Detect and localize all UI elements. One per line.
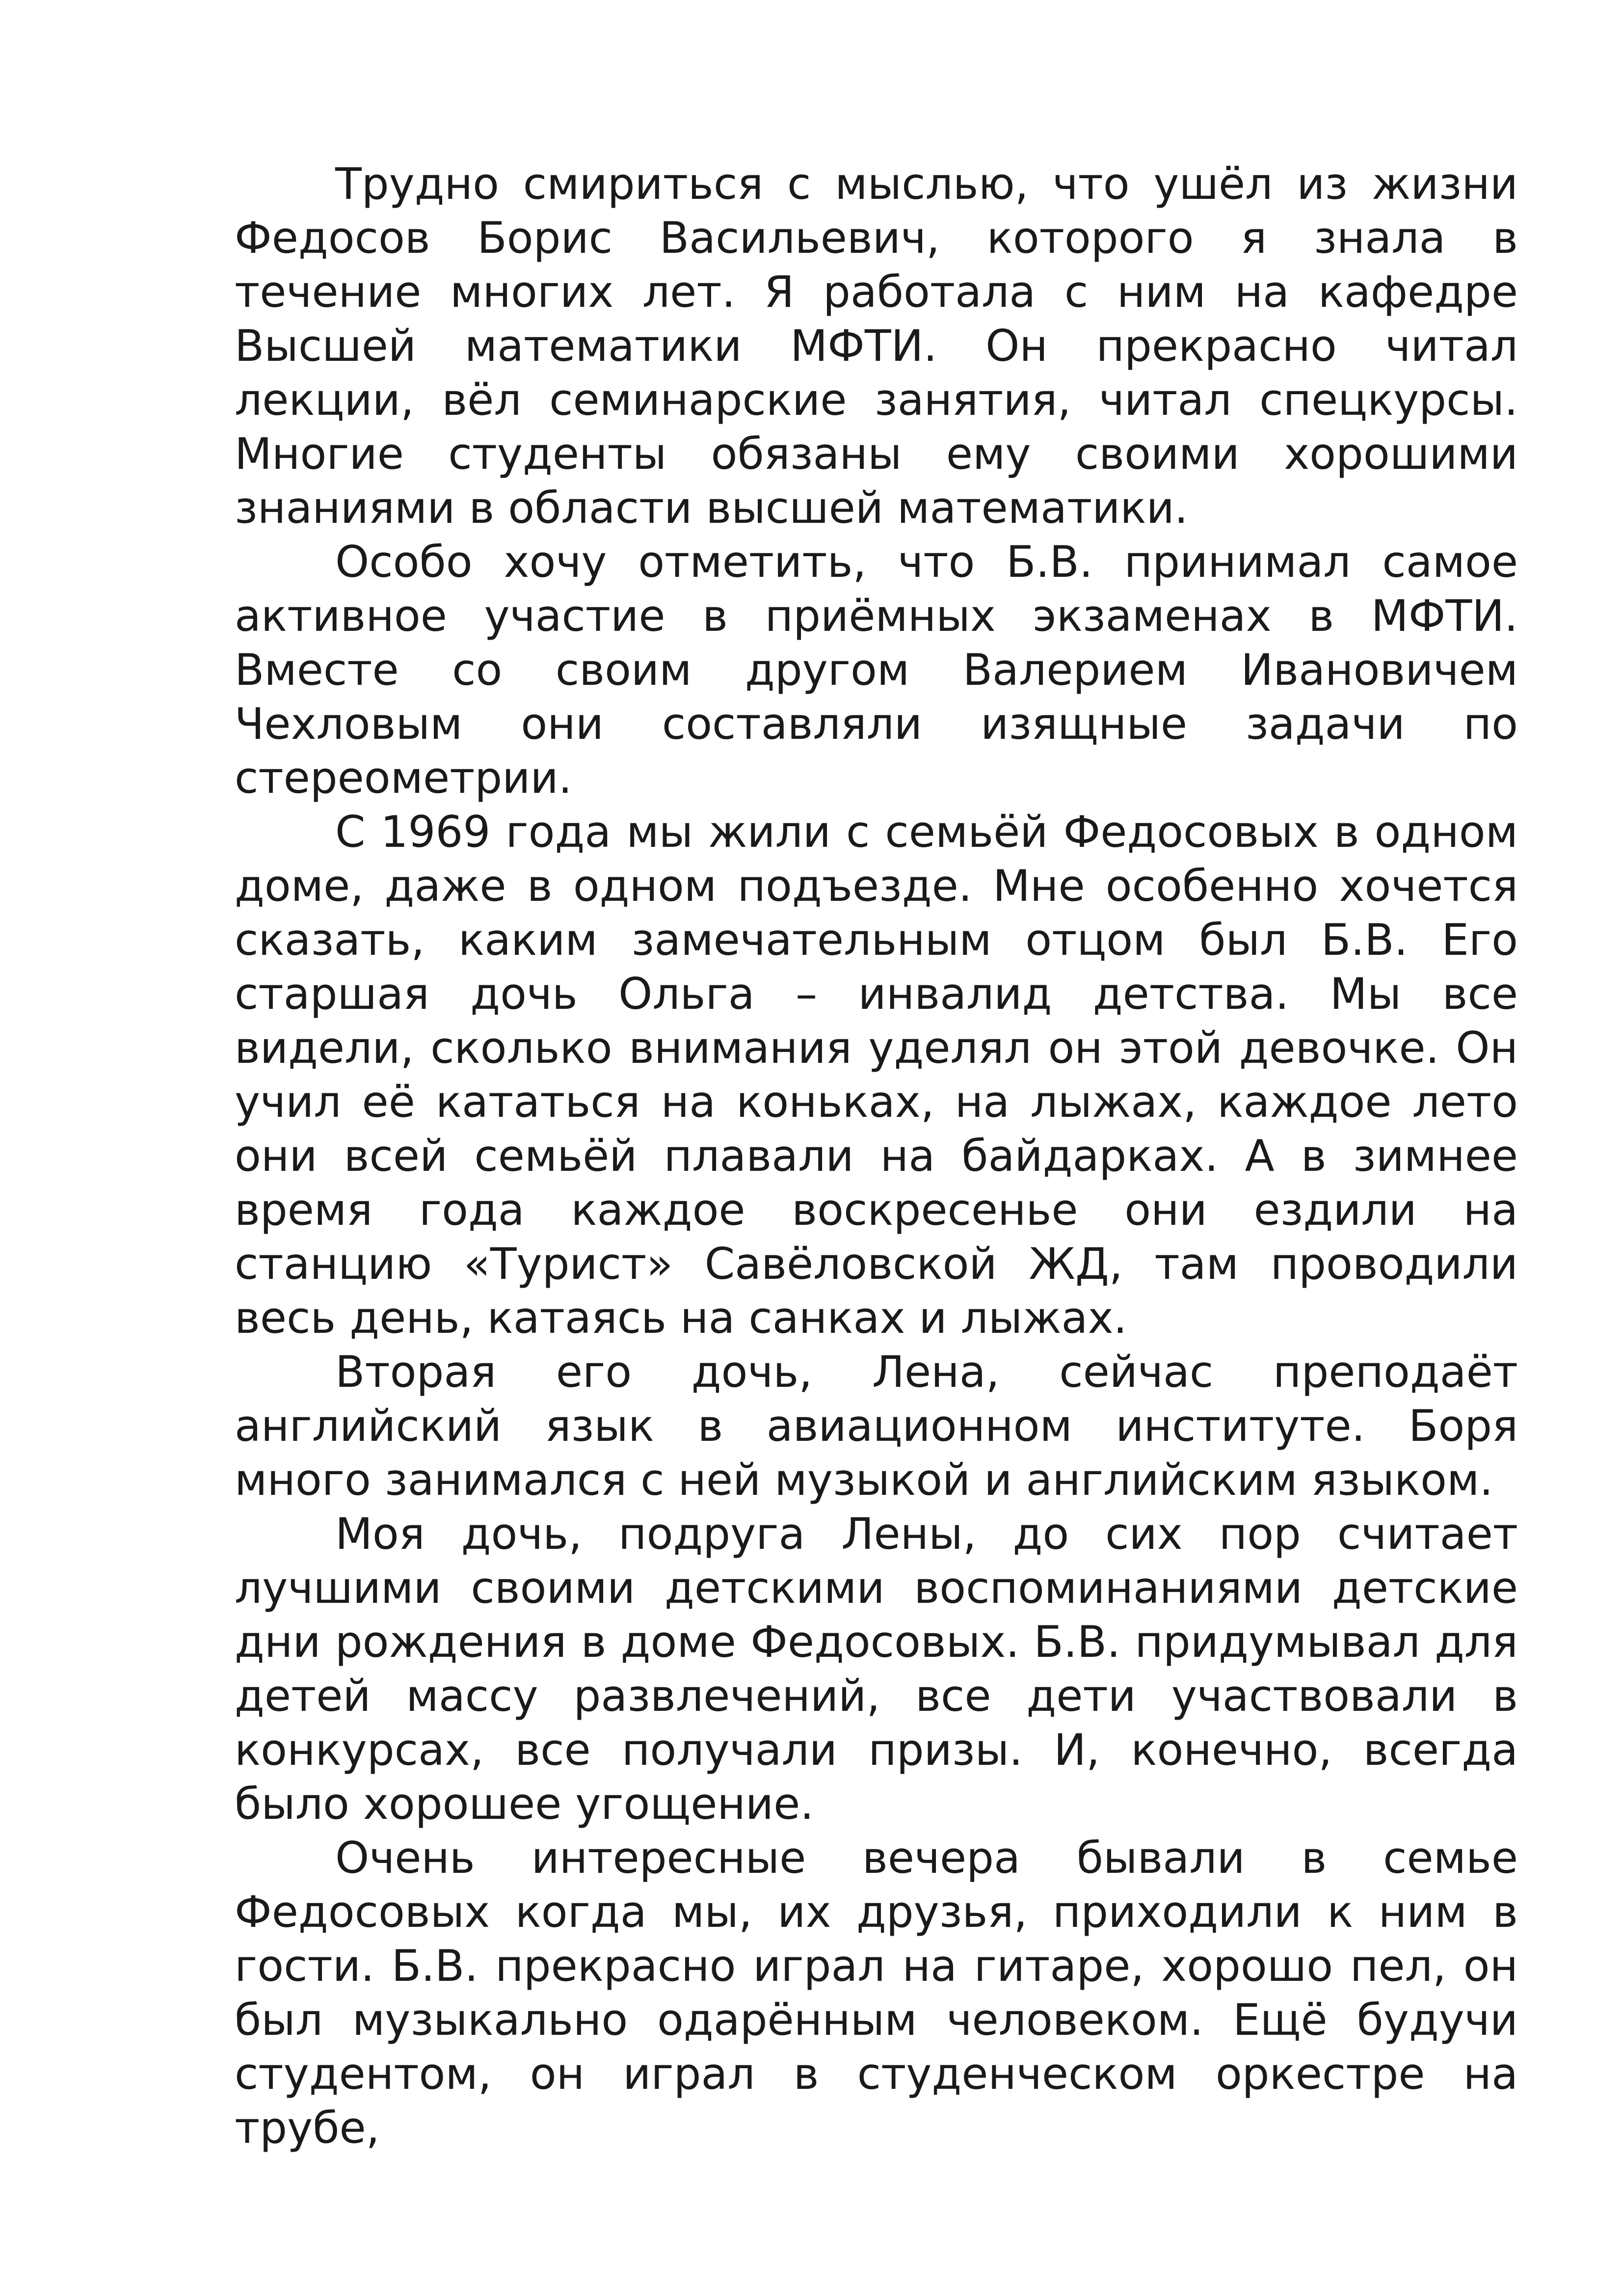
body-text — [235, 157, 1518, 2155]
paragraph-4: Вторая его дочь, Лена, сейчас преподаёт английский язык в авиационном институте. Боря много занимался с ней музыкой и английским языком. — [235, 1347, 1518, 1505]
paragraph-2: Особо хочу отметить, что Б.В. принимал самое активное участие в приёмных экзаменах в МФТИ. Вместе со своим другом Валерием Ивановичем Чехловым они составляли изящные задачи по стереометрии. — [235, 537, 1518, 803]
paragraph-1: Трудно смириться с мыслью, что ушёл из жизни Федосов Борис Васильевич, которого я знала в течение многих лет. Я работала с ним на кафедре Высшей математики МФТИ. Он прекрасно читал лекции, вёл семинарские занятия, читал спецкурсы. Многие студенты обязаны ему своими хорошими знаниями в области высшей математики. — [235, 159, 1518, 533]
paragraph-5: Моя дочь, подруга Лены, до сих пор считает лучшими своими детскими воспоминаниями детские дни рождения в доме Федосовых. Б.В. придумывал для детей массу развлечений, все дети участвовали в конкурсах, все получали призы. И, конечно, всегда было хорошее угощение. — [235, 1509, 1518, 1829]
paragraph-3: С 1969 года мы жили с семьёй Федосовых в одном доме, даже в одном подъезде. Мне особенно хочется сказать, каким замечательным отцом был Б.В. Его старшая дочь Ольга – инвалид детства. Мы все видели, сколько внимания уделял он этой девочке. Он учил её кататься на коньках, на лыжах, каждое лето они всей семьёй плавали на байдарках. А в зимнее время года каждое воскресенье они ездили на станцию «Турист» Савёловской ЖД, там проводили весь день, катаясь на санках и лыжах. — [235, 807, 1518, 1343]
paragraph-6: Очень интересные вечера бывали в семье Федосовых когда мы, их друзья, приходили к ним в гости. Б.В. прекрасно играл на гитаре, хорошо пел, он был музыкально одарённым человеком. Ещё будучи студентом, он играл в студенческом оркестре на трубе, — [235, 1833, 1518, 2153]
